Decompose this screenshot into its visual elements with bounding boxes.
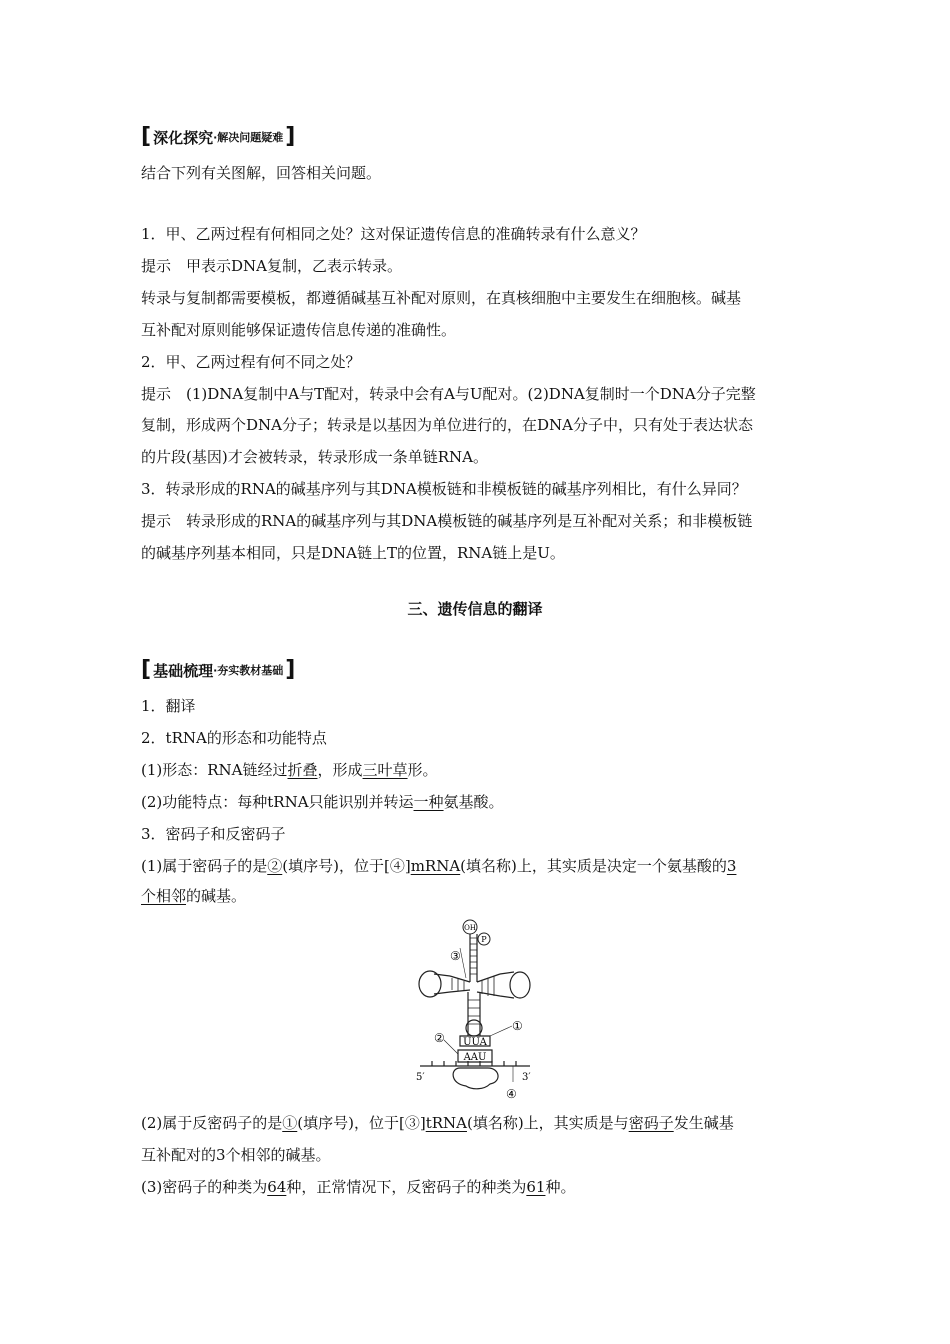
- section-heading-translation: 三、遗传信息的翻译: [407, 600, 543, 618]
- left-bracket: [: [141, 124, 152, 149]
- question-2: 2．甲、乙两过程有何不同之处？: [141, 353, 361, 371]
- question-3-hint-line-2: 的碱基序列基本相同，只是DNA链上T的位置，RNA链上是U。: [141, 544, 565, 562]
- tag-main: 深化探究: [153, 128, 214, 147]
- label-3: ③: [450, 949, 461, 963]
- answer-64: 64: [267, 1178, 287, 1196]
- label-1: ①: [512, 1019, 523, 1033]
- section-tag-deep-exploration: [141, 125, 295, 149]
- label-2: ②: [434, 1031, 445, 1045]
- answer-2: ②: [267, 857, 283, 875]
- question-3: 3．转录形成的RNA的碱基序列与其DNA模板链和非模板链的碱基序列相比，有什么异同？: [141, 480, 747, 498]
- right-bracket: ]: [285, 124, 296, 149]
- question-3-hint-line-1: 提示 转录形成的RNA的碱基序列与其DNA模板链的碱基序列是互补配对关系；和非模板链: [141, 512, 753, 530]
- answer-fold: 折叠: [287, 761, 318, 779]
- question-1: 1．甲、乙两过程有何相同之处？这对保证遗传信息的准确转录有什么意义？: [141, 225, 646, 243]
- trna-diagram: [410, 918, 540, 1100]
- tag-main: 基础梳理: [153, 661, 214, 680]
- answer-mrna: mRNA: [410, 857, 461, 875]
- five-prime-label: 5′: [416, 1072, 425, 1083]
- item-1-translation: 1．翻译: [141, 697, 196, 715]
- question-1-answer-line-1: 转录与复制都需要模板，都遵循碱基互补配对原则，在真核细胞中主要发生在细胞核。碱基: [141, 289, 742, 307]
- answer-adjacent: 个相邻: [141, 887, 187, 905]
- question-2-hint-line-1: 提示 (1)DNA复制中A与T配对，转录中会有A与U配对。(2)DNA复制时一个DNA分子完整: [141, 385, 756, 403]
- answer-cloverleaf: 三叶草: [362, 761, 408, 779]
- codon-line-2: 个相邻的碱基。: [141, 887, 247, 905]
- codon-count-line: (3)密码子的种类为64种，正常情况下，反密码子的种类为61种。: [141, 1178, 576, 1196]
- answer-trna: tRNA: [425, 1114, 467, 1132]
- question-2-hint-line-3: 的片段(基因)才会被转录，转录形成一条单链RNA。: [141, 448, 488, 466]
- question-2-hint-line-2: 复制，形成两个DNA分子；转录是以基因为单位进行的，在DNA分子中，只有处于表达状态: [141, 416, 753, 434]
- p-label: P: [481, 935, 487, 944]
- trna-function-line: (2)功能特点：每种tRNA只能识别并转运一种氨基酸。: [141, 793, 504, 811]
- question-1-hint: 提示 甲表示DNA复制，乙表示转录。: [141, 257, 402, 275]
- codon-text: AAU: [463, 1052, 487, 1063]
- trna-shape-line: (1)形态：RNA链经过折叠，形成三叶草形。: [141, 761, 438, 779]
- item-2-trna: 2．tRNA的形态和功能特点: [141, 729, 327, 747]
- anticodon-line-1: (2)属于反密码子的是①(填序号)，位于[③]tRNA(填名称)上，其实质是与密码子发生碱基: [141, 1114, 734, 1132]
- three-prime-label: 3′: [522, 1072, 531, 1083]
- answer-3: 3: [726, 857, 737, 875]
- anticodon-line-2: 互补配对的3个相邻的碱基。: [141, 1146, 331, 1164]
- codon-line-1: (1)属于密码子的是②(填序号)，位于[④]mRNA(填名称)上，其实质是决定一个氨基酸的3: [141, 857, 737, 875]
- tag-sub: ·夯实教材基础: [213, 664, 284, 677]
- section-tag-basic-review: [141, 658, 295, 682]
- answer-61: 61: [526, 1178, 546, 1196]
- oh-label: OH: [464, 924, 476, 932]
- answer-codon: 密码子: [628, 1114, 674, 1132]
- intro-text: 结合下列有关图解，回答相关问题。: [141, 164, 382, 182]
- tag-sub: ·解决问题疑难: [213, 131, 284, 144]
- anticodon-text: UUA: [463, 1037, 487, 1048]
- left-bracket: [: [141, 657, 152, 682]
- right-bracket: ]: [285, 657, 296, 682]
- answer-one-kind: 一种: [413, 793, 444, 811]
- answer-1: ①: [282, 1114, 298, 1132]
- question-1-answer-line-2: 互补配对原则能够保证遗传信息传递的准确性。: [141, 321, 457, 339]
- item-3-codon: 3．密码子和反密码子: [141, 825, 286, 843]
- label-4: ④: [506, 1087, 517, 1100]
